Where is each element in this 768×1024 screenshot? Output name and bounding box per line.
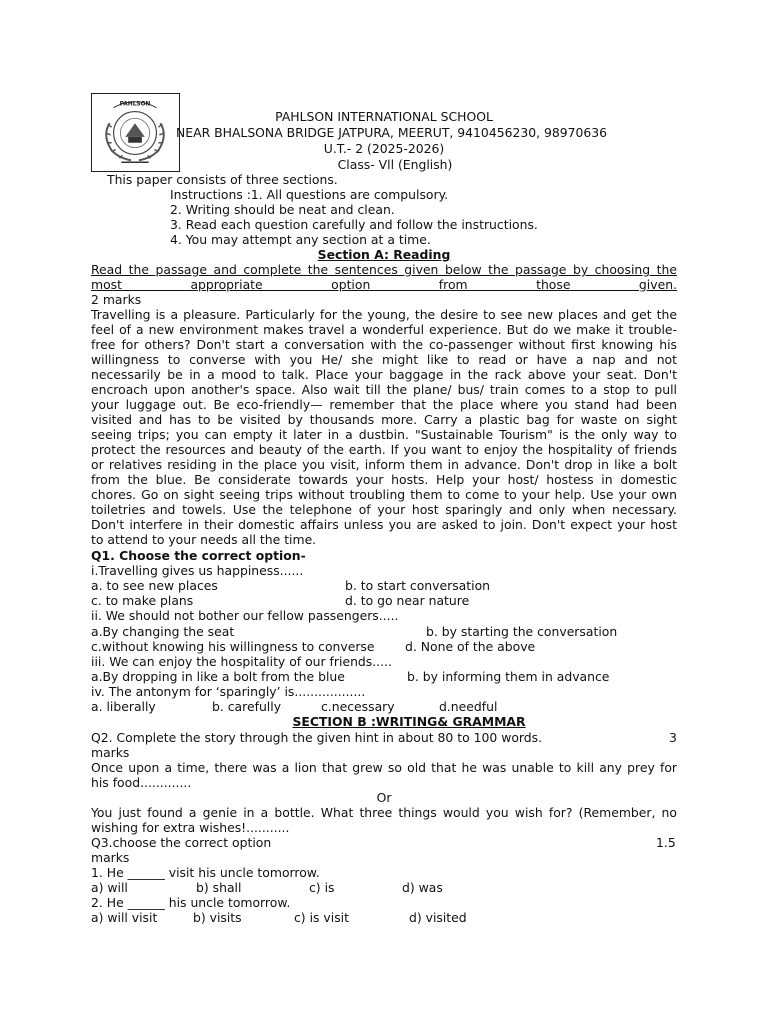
passage-line: necessarily be in a mood to talk. Place your baggage in the rack above your seat. Don't (91, 367, 677, 382)
q2-alt-line1: You just found a genie in a bottle. What three things would you wish for? (Remember, no (91, 805, 677, 820)
q3-1-option-d: d) was (402, 880, 443, 895)
q2-story-line1: Once upon a time, there was a lion that grew so old that he was unable to kill any prey for (91, 760, 677, 775)
q1-iv-option-c: c.necessary (321, 699, 395, 714)
q1-iii-question: iii. We can enjoy the hospitality of our friends..... (91, 654, 392, 669)
or-divider: Or (376, 790, 392, 805)
q3-2-option-c: c) is visit (294, 910, 349, 925)
q1-iv-option-b: b. carefully (212, 699, 282, 714)
q1-i-question: i.Travelling gives us happiness...... (91, 563, 304, 578)
q2-marks-number: 3 (669, 730, 677, 745)
q1-ii-option-a: a.By changing the seat (91, 624, 235, 639)
q1-iii-option-b: b. by informing them in advance (407, 669, 610, 684)
q1-iv-option-d: d.needful (439, 699, 498, 714)
q1-heading: Q1. Choose the correct option- (91, 548, 306, 563)
q1-iv-option-a: a. liberally (91, 699, 156, 714)
q2-alt-line2: wishing for extra wishes!........... (91, 820, 290, 835)
class-subject: Class- Vll (English) (337, 157, 453, 172)
q1-ii-option-b: b. by starting the conversation (426, 624, 618, 639)
instruction-2: 2. Writing should be neat and clean. (170, 202, 395, 217)
q1-i-option-b: b. to start conversation (345, 578, 490, 593)
section-a-directive-line2: most appropriate option from those given. (91, 277, 677, 292)
passage-line: from the blue. Be considerate towards your hosts. Help your host/ hostess in domestic (91, 472, 677, 487)
q3-item-1: 1. He ______ visit his uncle tomorrow. (91, 865, 320, 880)
section-a-directive-line1: Read the passage and complete the sentences given below the passage by choosing the (91, 262, 677, 277)
q1-i-option-c: c. to make plans (91, 593, 194, 608)
passage-line: or relatives residing in the place you visit, inform them in advance. Don't drop in like a bolt (91, 457, 677, 472)
passage-line: seeing trips; you can empty it later in a dustbin. "Sustainable Tourism" is the only way to (91, 427, 677, 442)
q3-1-option-c: c) is (309, 880, 335, 895)
q2-question: Q2. Complete the story through the given hint in about 80 to 100 words. (91, 730, 543, 745)
section-a-heading: Section A: Reading (317, 247, 451, 262)
section-b-heading: SECTION B :WRITING& GRAMMAR (292, 714, 526, 729)
q1-i-option-a: a. to see new places (91, 578, 218, 593)
q1-iii-option-a: a.By dropping in like a bolt from the blue (91, 669, 345, 684)
q3-marks-number: 1.5 (656, 835, 676, 850)
passage-line: feel of a new environment makes travel a wonderful experience. But do we make it trouble- (91, 322, 677, 337)
school-address: NEAR BHALSONA BRIDGE JATPURA, MEERUT, 9410456230, 98970636 (176, 125, 608, 140)
q3-2-option-a: a) will visit (91, 910, 158, 925)
q3-question: Q3.choose the correct option (91, 835, 272, 850)
q1-iv-question: iv. The antonym for ‘sparingly’ is.................. (91, 684, 366, 699)
instruction-1: Instructions :1. All questions are compulsory. (170, 187, 449, 202)
q3-marks-word: marks (91, 850, 130, 865)
svg-text:PAHLSON: PAHLSON (119, 101, 151, 108)
q3-item-2: 2. He ______ his uncle tomorrow. (91, 895, 291, 910)
instruction-3: 3. Read each question carefully and follow the instructions. (170, 217, 538, 232)
passage-line: Travelling is a pleasure. Particularly for the young, the desire to see new places and get the (91, 307, 677, 322)
section-a-marks: 2 marks (91, 292, 142, 307)
passage-line: Don't interfere in their domestic affairs unless you are asked to join. Don't expect your host (91, 517, 677, 532)
passage-line: to attend to your needs all the time. (91, 532, 317, 547)
passage-line: willingness to converse with you He/ she might like to read or have a nap and not (91, 352, 677, 367)
q3-1-option-a: a) will (91, 880, 128, 895)
q3-2-option-b: b) visits (193, 910, 242, 925)
passage-line: toiletries and towels. Use the telephone of your host sparingly and only when necessary. (91, 502, 677, 517)
q3-1-option-b: b) shall (196, 880, 242, 895)
school-name: PAHLSON INTERNATIONAL SCHOOL (275, 109, 493, 124)
sections-note: This paper consists of three sections. (107, 172, 338, 187)
q1-i-option-d: d. to go near nature (345, 593, 470, 608)
q1-ii-option-c: c.without knowing his willingness to converse (91, 639, 375, 654)
passage-line: protect the resources and beauty of the earth. If you want to enjoy the hospitality of friends (91, 442, 677, 457)
passage-line: visited and has to be visited by thousands more. Carry a plastic bag for waste on sight (91, 412, 677, 427)
passage-line: your luggage out. Be eco-friendly— remember that the place where you stand had been (91, 397, 677, 412)
instruction-4: 4. You may attempt any section at a time. (170, 232, 431, 247)
q2-story-line2: his food............. (91, 775, 192, 790)
q1-ii-option-d: d. None of the above (405, 639, 536, 654)
q2-marks-word: marks (91, 745, 130, 760)
test-title: U.T.- 2 (2025-2026) (323, 141, 445, 156)
q3-2-option-d: d) visited (409, 910, 467, 925)
passage-line: chores. Go on sight seeing trips without troubling them to come to your help. Use your own (91, 487, 677, 502)
q1-ii-question: ii. We should not bother our fellow passengers..... (91, 608, 399, 623)
passage-line: encroach upon another's space. Also wait till the plane/ bus/ train comes to a stop to pull (91, 382, 677, 397)
passage-line: free for others? Don't start a conversation with the co-passenger without first knowing his (91, 337, 677, 352)
